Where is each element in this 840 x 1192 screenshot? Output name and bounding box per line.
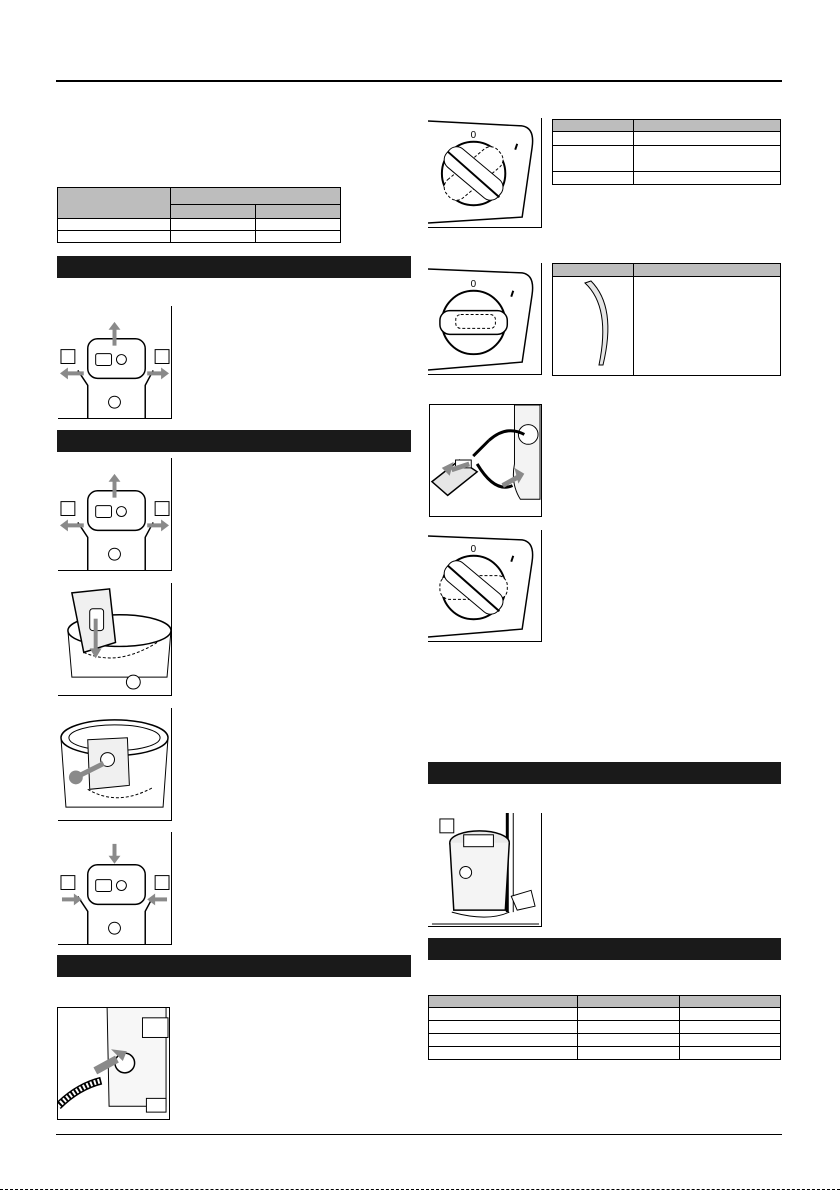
table-cell: [171, 231, 256, 243]
table-cell: [256, 219, 341, 231]
footer-rule: [56, 1134, 782, 1135]
table-cell: [256, 231, 341, 243]
section-bar-hose-connect: [57, 955, 411, 977]
table-cell: [578, 1008, 680, 1021]
spec-table: [428, 995, 781, 1060]
dial-table-1: [552, 119, 781, 185]
table-cell: [634, 277, 781, 376]
bag-insert-figure: [58, 583, 172, 696]
table-cell: [553, 146, 634, 172]
section-bar-bag-replacement: [57, 430, 411, 452]
dial-figure-2: [428, 263, 542, 375]
dial-label-zero-2: 0: [470, 278, 477, 290]
dial-figure-3: [428, 530, 542, 642]
section-bar-filter-removal: [57, 256, 411, 278]
table-cell: [680, 1034, 781, 1047]
table-cell: [634, 146, 781, 172]
table-cell: [680, 1021, 781, 1034]
table-header-cell: [553, 264, 634, 277]
table-header-cell: [680, 996, 781, 1008]
table-cell: [680, 1008, 781, 1021]
table-header-cell: [634, 264, 781, 277]
table-header-cell: [171, 188, 341, 205]
table-cell: [58, 231, 171, 243]
table-cell: [634, 172, 781, 185]
table-cell: [578, 1047, 680, 1060]
dial-table-2: [552, 263, 781, 376]
header-rule: [56, 80, 782, 82]
table-header-cell: [171, 205, 256, 219]
dial-label-zero-3: 0: [470, 543, 477, 555]
bag-fit-figure: [58, 708, 172, 821]
table-header-cell: [58, 188, 171, 219]
table-header-cell: [634, 120, 781, 132]
bag-icon-cell: [553, 277, 634, 376]
accessory-table: [57, 187, 341, 243]
table-cell: [429, 1034, 578, 1047]
table-cell: [429, 1047, 578, 1060]
filter-unlock-figure-2: [58, 458, 172, 571]
table-header-cell: [553, 120, 634, 132]
bag-curve-icon: [553, 277, 633, 372]
table-cell: [578, 1021, 680, 1034]
table-header-cell: [429, 996, 578, 1008]
table-header-cell: [256, 205, 341, 219]
table-cell: [553, 132, 634, 146]
table-header-cell: [578, 996, 680, 1008]
page-cut-line: [0, 1189, 840, 1190]
storage-figure: [428, 813, 542, 927]
table-cell: [171, 219, 256, 231]
power-tool-figure: [429, 404, 542, 517]
dial-figure-1: [428, 118, 542, 228]
filter-unlock-figure: [58, 306, 172, 419]
table-cell: [429, 1008, 578, 1021]
filter-lock-figure: [58, 832, 172, 945]
table-cell: [634, 132, 781, 146]
table-cell: [578, 1034, 680, 1047]
section-bar-technical-data: [428, 938, 781, 960]
section-bar-storage: [428, 762, 781, 784]
table-cell: [58, 219, 171, 231]
hose-connect-figure: [57, 1007, 170, 1120]
table-cell: [429, 1021, 578, 1034]
dial-label-zero: 0: [470, 129, 477, 141]
table-cell: [680, 1047, 781, 1060]
table-cell: [553, 172, 634, 185]
